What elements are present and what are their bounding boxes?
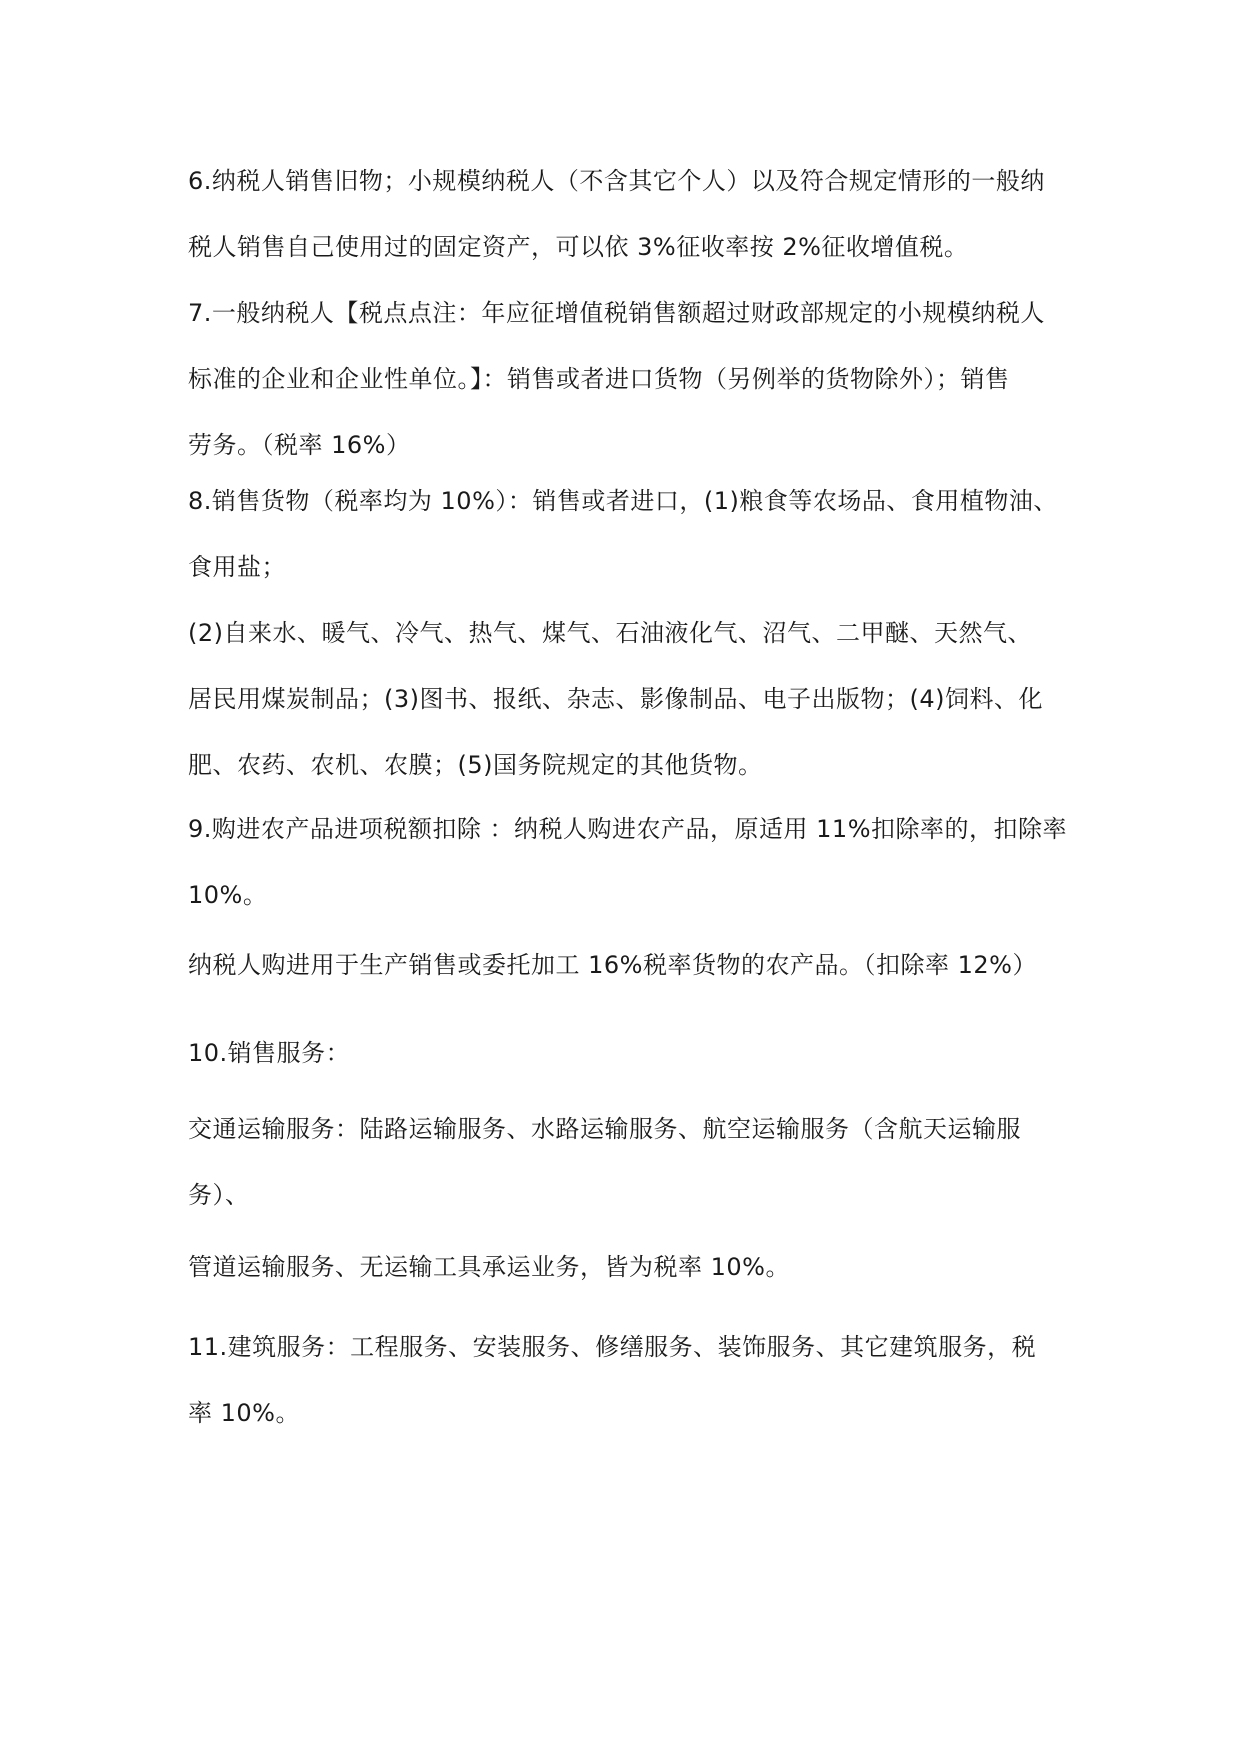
text-line: 管道运输服务、无运输工具承运业务，皆为税率 10%。 xyxy=(188,1253,790,1281)
paragraph-item-10-heading xyxy=(188,1020,1068,1086)
text-line: 劳务。（税率 16%） xyxy=(188,431,411,459)
text-line: (2)自来水、暖气、冷气、热气、煤气、石油液化气、沼气、二甲醚、天然气、 xyxy=(188,619,1032,647)
paragraph-item-8 xyxy=(188,468,1068,600)
paragraph-item-9-note xyxy=(188,932,1068,998)
text-line: 务）、 xyxy=(188,1181,250,1209)
text-line: 7.一般纳税人【税点点注：年应征增值税销售额超过财政部规定的小规模纳税人 xyxy=(188,299,1045,327)
text-line: 11.建筑服务：工程服务、安装服务、修缮服务、装饰服务、其它建筑服务，税 xyxy=(188,1333,1037,1361)
text-line: 9.购进农产品进项税额扣除 ：纳税人购进农产品，原适用 11%扣除率的，扣除率 xyxy=(188,815,1067,843)
paragraph-item-7 xyxy=(188,280,1068,478)
text-line: 10%。 xyxy=(188,881,268,909)
paragraph-item-11 xyxy=(188,1314,1068,1446)
text-line: 6.纳税人销售旧物；小规模纳税人（不含其它个人）以及符合规定情形的一般纳 xyxy=(188,167,1045,195)
paragraph-item-10-pipeline xyxy=(188,1234,1068,1300)
paragraph-item-6 xyxy=(188,148,1068,280)
text-line: 交通运输服务：陆路运输服务、水路运输服务、航空运输服务（含航天运输服 xyxy=(188,1115,1021,1143)
paragraph-item-10-transport xyxy=(188,1096,1068,1228)
paragraph-item-9 xyxy=(188,796,1068,928)
text-line: 10.销售服务： xyxy=(188,1039,351,1067)
text-line: 率 10%。 xyxy=(188,1399,300,1427)
text-line: 纳税人购进用于生产销售或委托加工 16%税率货物的农产品。（扣除率 12%） xyxy=(188,951,1037,979)
text-line: 居民用煤炭制品；(3)图书、报纸、杂志、影像制品、电子出版物；(4)饲料、化 xyxy=(188,685,1043,713)
text-line: 食用盐； xyxy=(188,553,286,581)
paragraph-item-8-list xyxy=(188,600,1068,798)
text-line: 肥、农药、农机、农膜；(5)国务院规定的其他货物。 xyxy=(188,751,763,779)
text-line: 标准的企业和企业性单位。】：销售或者进口货物（另例举的货物除外）；销售 xyxy=(188,365,1010,393)
text-line: 8.销售货物（税率均为 10%）：销售或者进口，(1)粮食等农场品、食用植物油、 xyxy=(188,487,1058,515)
text-line: 税人销售自己使用过的固定资产，可以依 3%征收率按 2%征收增值税。 xyxy=(188,233,969,261)
